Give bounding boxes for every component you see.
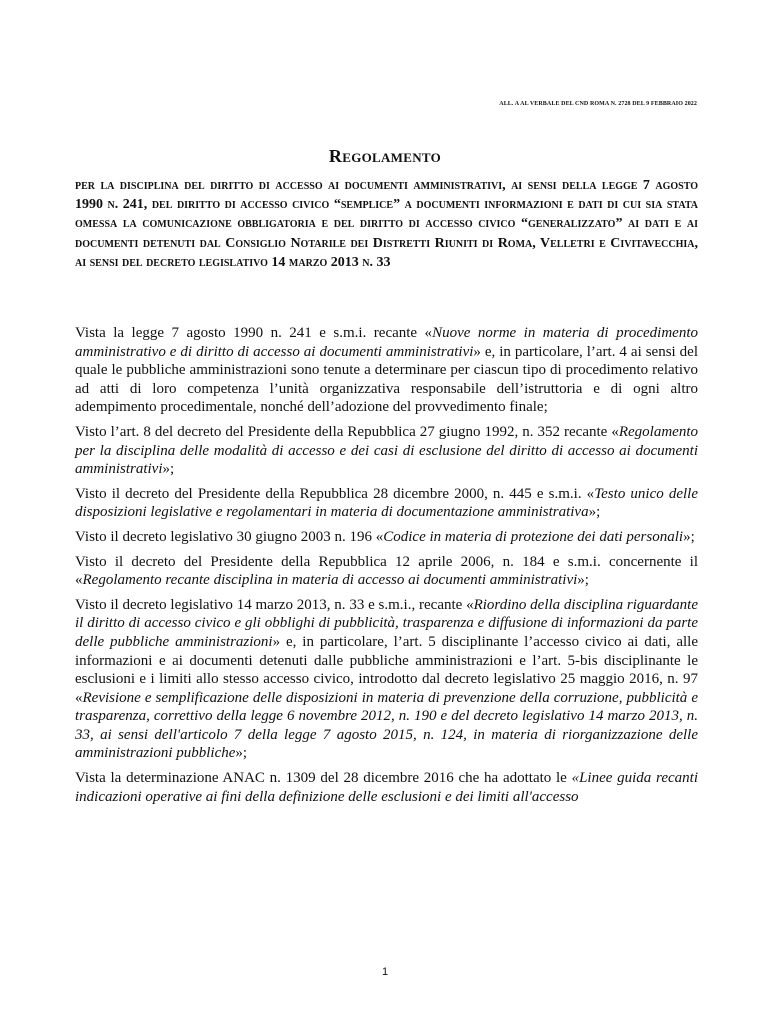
paragraph: [75, 596, 698, 763]
paragraph: [75, 324, 698, 417]
cited-title: Nuove norme in materia di procedimento amministrativo e di diritto di accesso ai documenti amministrativi: [75, 325, 698, 360]
document-title: Regolamento: [328, 146, 442, 166]
paragraph-text: Visto il decreto legislativo 14 marzo 2013, n. 33 e s.m.i., recante «: [75, 596, 474, 613]
cited-title: «Linee guida recanti indicazioni operative ai fini della definizione delle esclusioni e dei limiti all'accesso: [75, 770, 698, 805]
paragraph-text: » e, in particolare, l’art. 5 disciplinante l’accesso civico ai dati, alle informazioni e ai documenti detenuti dalle pubbliche amministrazioni e l’art. 5-bis disciplinante le esclusioni e i limiti allo stesso accesso civico, introdotto dal decreto legislativo 25 maggio 2016, n. 97 «: [75, 633, 698, 706]
paragraph-text: »;: [235, 745, 248, 762]
header-reference: ALL. A AL VERBALE DEL CND ROMA N. 2728 DEL 9 FEBBRAIO 2022: [499, 101, 697, 107]
paragraph: [75, 423, 698, 479]
cited-title: Revisione e semplificazione delle disposizioni in materia di prevenzione della corruzione, pubblicità e trasparenza, correttivo della legge 6 novembre 2012, n. 190 e del decreto legislativo 14 marzo 2013, n. 33, ai sensi dell'articolo 7 della legge 7 agosto 2015, n. 124, in materia di riorganizzazione delle amministrazioni pubbliche: [75, 689, 698, 762]
document-body: [75, 324, 698, 812]
cited-title: Regolamento per la disciplina delle modalità di accesso e dei casi di esclusione del diritto di accesso ai documenti amministrativi: [75, 423, 698, 478]
cited-title: Regolamento recante disciplina in materia di accesso ai documenti amministrativi: [82, 572, 578, 589]
document-subtitle: per la disciplina del diritto di accesso ai documenti amministrativi, ai sensi della legge 7 agosto 1990 n. 241, del diritto di accesso civico “semplice” a documenti informazioni e dati di cui sia stata omessa la comunicazione obbligatoria e del diritto di accesso civico “generalizzato” ai dati e ai documenti detenuti dal Consiglio Notarile dei Distretti Riuniti di Roma, Velletri e Civitavecchia, ai sensi del decreto legislativo 14 marzo 2013 n. 33: [75, 178, 698, 270]
paragraph-text: Visto l’art. 8 del decreto del Presidente della Repubblica 27 giugno 1992, n. 352 recante «: [75, 423, 619, 440]
paragraph-text: » e, in particolare, l’art. 4 ai sensi del quale le pubbliche amministrazioni sono tenute a determinare per ciascun tipo di procedimento relativo ad atti di loro competenza l’unità organizzativa responsabile dell’istruttoria e di ogni altro adempimento procedimentale, nonché dell’adozione del provvedimento finale;: [75, 343, 698, 416]
paragraph-text: »;: [588, 504, 601, 521]
paragraph: [75, 485, 698, 522]
cited-title: Testo unico delle disposizioni legislative e regolamentari in materia di documentazione amministrativa: [75, 485, 698, 521]
paragraph-text: »;: [577, 572, 589, 589]
paragraph-text: Vista la legge 7 agosto 1990 n. 241 e s.m.i. recante «: [75, 325, 433, 341]
paragraph-text: Visto il decreto legislativo 30 giugno 2003 n. 196 «: [75, 528, 384, 545]
paragraph: [75, 528, 698, 547]
paragraph-text: Visto il decreto del Presidente della Repubblica 12 aprile 2006, n. 184 e s.m.i. concernente il «: [75, 553, 698, 589]
paragraph-text: Vista la determinazione ANAC n. 1309 del 28 dicembre 2016 che ha adottato le: [75, 770, 572, 787]
page-number: 1: [381, 966, 389, 978]
paragraph-text: »;: [683, 528, 695, 545]
paragraph: [75, 769, 698, 806]
paragraph-text: Visto il decreto del Presidente della Repubblica 28 dicembre 2000, n. 445 e s.m.i. «: [75, 485, 595, 502]
paragraph-text: »;: [162, 461, 175, 478]
cited-title: Codice in materia di protezione dei dati personali: [383, 528, 684, 545]
cited-title: Riordino della disciplina riguardante il diritto di accesso civico e gli obblighi di pubblicità, trasparenza e diffusione di informazioni da parte delle pubbliche amministrazioni: [75, 596, 698, 650]
paragraph: [75, 553, 698, 590]
